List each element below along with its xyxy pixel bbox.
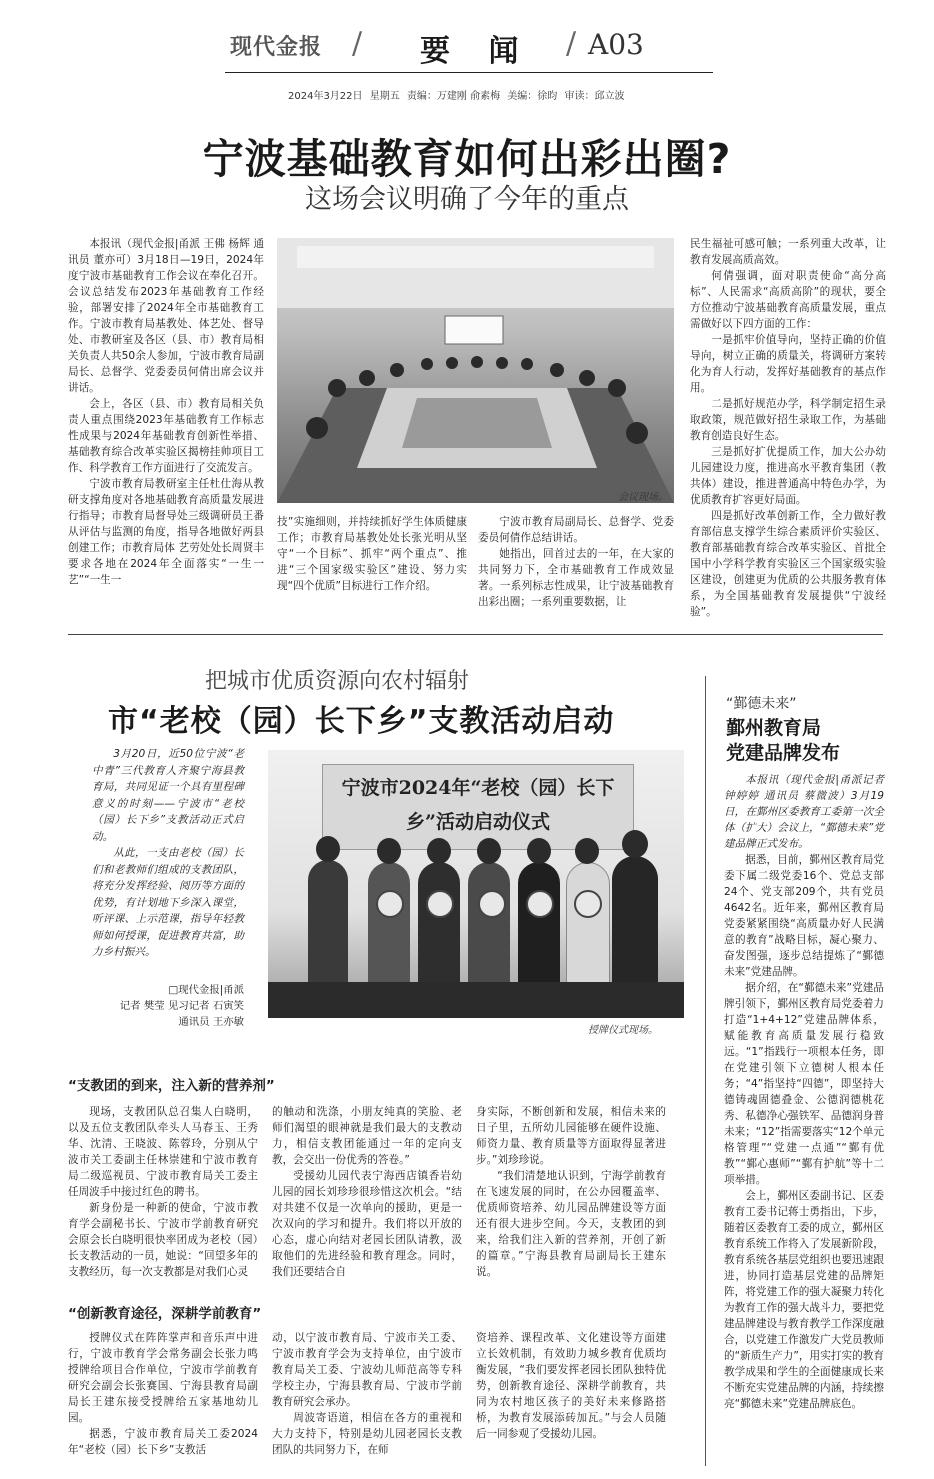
person-head <box>575 838 599 864</box>
story2-kicker: 把城市优质资源向农村辐射 <box>205 669 470 694</box>
person <box>566 862 610 990</box>
paragraph: 据介绍，在“鄞德未来”党建品牌引领下，鄞州区教育局党委着力打造“1+4+12”党建品牌体系，赋能教育高质量发展行稳致远。“1”指践行一项根本任务，即在党建引领下立德树人根本任务；“4”指坚持“四德”，即坚持大德铸魂固德叠金、公德润德桃花秀、私德净心强铁军、品德润身普未来；“12”指需要落实“12个单元格管理”“党建一点通”“鄞有优教”“鄞心惠师”“鄞有护航”等十二项举措。 <box>724 982 884 1186</box>
story2-s2-column-2 <box>272 1330 462 1462</box>
meeting-photo-scene <box>277 238 674 503</box>
person-head <box>316 836 340 862</box>
story2-s1-column-2 <box>272 1104 462 1284</box>
lead-column-2 <box>277 514 467 610</box>
lead-column-3 <box>478 514 674 610</box>
paragraph: 授牌仪式在阵阵掌声和音乐声中进行，宁波市教育学会常务副会长张力鸣授牌给项目合作单位，宁波市学前教育研究会副会长张赛国、宁海县教育局副局长王建东接受授牌给五家基地幼儿园。 <box>68 1332 258 1424</box>
paragraph: 本报讯（现代金报|甬派 王佛 杨辉 通讯员 董亦可）3月18日—19日，2024年度宁波市基础教育工作会议在奉化召开。会议总结发布2023年基础教育工作经验，部署安排了2024年全市基础教育工作。宁波市教育局基教处、体艺处、督导处、市教研室及各区（县、市）教育局相关负责人共50余人参加，宁波市教育局副局长、总督学、党委委员何倩出席会议并讲话。 <box>68 238 264 394</box>
sidebar-divider <box>705 676 706 1466</box>
paragraph: 会上，鄞州区委副书记、区委教育工委书记蒋士勇指出，下步，随着区委教育工委的成立，鄞州区教育系统工作将入了发展新阶段，教育系统各基层党组织也要迅速跟进，协同打造基层党建的品牌矩阵，将党建工作的强大凝聚力转化为教育工作的强大战斗力，要把党建品牌建设与教育教学工作深度融合，以党建工作激发广大党员教师的“新质生产力”，用实打实的教育教学成果和学生的全面健康成长来不断充实党建品牌的内涵，持续擦亮“鄞德未来”党建品牌底色。 <box>724 1190 884 1410</box>
paragraph: 二是抓好规范办学，科学制定招生录取政策，规范做好招生录取工作，为基础教育创造良好生态。 <box>690 398 886 442</box>
section-title: 要 闻 <box>420 34 533 69</box>
story2-s1-column-3 <box>476 1104 666 1284</box>
lead-headline: 宁波基础教育如何出彩出圈? <box>202 135 732 183</box>
paragraph: 本报讯（现代金报|甬派记者 钟婷婷 通讯员 蔡微波）3月19日，在鄞州区委教育工委第一次全体（扩大）会议上，“鄞德未来”党建品牌正式发布。 <box>724 774 884 850</box>
masthead-rule <box>225 72 713 73</box>
person-head <box>527 838 551 864</box>
paragraph: 四是抓好改革创新工作，全力做好教育部信息支撑学生综合素质评价实验区、教育部基础教育综合改革实验区、首批全国中小学科学教育实验区三个国家级实验区建设，创建更为优质的公共服务教育体系，为全国基础教育发展提供“宁波经验”。 <box>690 510 886 618</box>
ceremony-banner: 宁波市2024年“老校（园）长下乡”活动启动仪式 <box>322 764 634 850</box>
story3-headline-line2: 党建品牌发布 <box>726 742 841 764</box>
plaque <box>426 890 454 918</box>
paragraph: 资培养、课程改革、文化建设等方面建立长效机制，有效助力城乡教育优质均衡发展，“我们要发挥老园长团队独特优势，创新教育途径、深耕学前教育，共同为农村地区孩子的美好未来修路搭桥，为教育发展添砖加瓦。”与会人员随后一同参观了受援幼儿园。 <box>476 1332 666 1440</box>
meeting-photo <box>277 238 674 503</box>
masthead-divider: / <box>566 26 577 61</box>
section-divider <box>68 634 883 635</box>
audience-row <box>268 982 684 1018</box>
byline-correspondent: 通讯员 王亦敏 <box>178 1016 244 1028</box>
person <box>518 862 560 988</box>
designer: 美编：徐昀 <box>507 91 558 102</box>
issue-date: 2024年3月22日 <box>288 91 363 102</box>
paragraph: 何倩强调，面对职责使命“高分高标”、人民需求“高质高阶”的现状，要全方位推动宁波基础教育高质量发展，重点需做好以下四方面的工作： <box>690 270 886 330</box>
paragraph: 据悉，宁波市教育局关工委2024年“老校（园）长下乡”支教活 <box>68 1428 258 1456</box>
page-number: A03 <box>588 28 644 61</box>
paragraph: 从此，一支由老校（园）长们和老教师们组成的支教团队，将充分发挥经验、阅历等方面的优势，有计划地下乡深入课堂，听评课、上示范课，指导年轻教师如何授课，促进教育共富，助力乡村振兴。 <box>92 847 244 958</box>
plaque <box>574 890 602 918</box>
lead-photo-caption: 会议现场。 <box>618 492 668 503</box>
proofreader: 审读：邱立波 <box>564 91 625 102</box>
paragraph: 宁波市教育局教研室主任杜仕海从教研支撑角度对各地基础教育高质量发展进行指导；市教育局督导处三级调研员王番从评估与监测的角度，指导各地做好两县创建工作；市教育局体 艺劳处处长周贤丰要求各地在2024年全面落实“一生一艺”“一生一 <box>68 478 264 586</box>
story3-headline <box>726 716 840 766</box>
paragraph: 技”实施细则，并持续抓好学生体质健康工作；市教育局基教处处长张光明从坚守“一个目标”、抓牢“两个重点”、推进“三个国家级实验区”建设、努力实现“四个优质”目标进行工作介绍。 <box>277 516 467 592</box>
paragraph: 民生福祉可感可触；一系列重大改革，让教育发展高质高效。 <box>690 238 886 266</box>
story3-kicker: “鄞德未来” <box>726 696 797 712</box>
person-head <box>477 838 501 864</box>
story2-photo-caption: 授牌仪式现场。 <box>588 1025 658 1036</box>
lead-column-1 <box>68 236 264 608</box>
person <box>368 862 410 988</box>
paragraph: 新身份是一种新的使命，宁波市教育学会副秘书长、宁波市学前教育研究会原会长白晓明很快率团成为老校（园）长支教活动的一员，她说：“回望多年的支教经历，每一次支教都是对我们心灵 <box>68 1202 258 1278</box>
lead-subheadline: 这场会议明确了今年的重点 <box>305 184 629 215</box>
person <box>418 862 460 988</box>
person <box>612 856 658 988</box>
byline-reporters: 记者 樊莹 见习记者 石寅笑 <box>119 1000 244 1012</box>
paragraph: 现场，支教团队总召集人白晓明，以及五位支教团队牵头人马春玉、王秀华、沈清、王晓波、陈蓉玲，分别从宁波市关工委副主任林崇建和宁波市教育局二级巡视员、宁波市教育局关工委主任周波手中接过红色的聘书。 <box>68 1106 258 1198</box>
person-head <box>622 830 648 858</box>
story2-s2-column-3 <box>476 1330 666 1462</box>
paragraph: 三是抓好扩优提质工作，加大公办幼儿园建设力度，推进高水平教育集团（教共体）建设，推进普通高中特色办学，为优质教育扩容更好局面。 <box>690 446 886 506</box>
story3-body <box>724 772 884 1462</box>
paragraph: “我们清楚地认识到，宁海学前教育在飞速发展的同时，在公办园覆盖率、优质师资培养、幼儿园品牌建设等方面还有很大进步空间。今天，支教团的到来，给我们注入新的营养剂，开创了新的篇章。”宁海县教育局副局长王建东说。 <box>476 1170 666 1278</box>
editors: 责编：万建刚 俞素梅 <box>406 91 501 102</box>
person-head <box>427 838 451 864</box>
story2-s2-column-1 <box>68 1330 258 1462</box>
issue-weekday: 星期五 <box>369 91 400 102</box>
story2-s1-column-1 <box>68 1104 258 1284</box>
plaque <box>526 890 554 918</box>
lead-column-4 <box>690 236 886 618</box>
paragraph: 据悉，目前，鄞州区教育局党委下属二级党委16个、党总支部24个、党支部209个，共有党员4642名。近年来，鄞州区教育局党委紧紧围绕“高质量办好人民满意的教育”战略目标，凝心聚力、奋发图强，逐步总结提炼了“鄞德未来”党建品牌。 <box>724 854 884 978</box>
paragraph: 3月20日，近50位宁波“老中青”三代教育人齐聚宁海县教育局，共同见证一个具有里程碑意义的时刻——宁波市“老校（园）长下乡”支教活动正式启动。 <box>92 748 244 843</box>
person-head <box>377 838 401 864</box>
story2-byline <box>92 982 244 1030</box>
paragraph: 动，以宁波市教育局、宁波市关工委、宁波市教育学会为支持单位，由宁波市教育局关工委、宁波幼儿师范高等专科学校主办，宁海县教育局、宁波市学前教育研究会承办。 <box>272 1332 462 1408</box>
plaque <box>376 890 404 918</box>
byline-outlet: □现代金报|甬派 <box>168 984 244 996</box>
ceremony-photo <box>268 750 684 1018</box>
person <box>468 862 510 988</box>
paragraph: 一是抓牢价值导向，坚持正确的价值导向，树立正确的质量关，将调研方案转化为育人行动，发挥好基础教育的基点作用。 <box>690 334 886 394</box>
issue-infobar <box>288 87 628 102</box>
paragraph: 会上，各区（县、市）教育局相关负责人重点围绕2023年基础教育工作标志性成果与2024年基础教育创新性举措、基础教育综合改革实验区揭榜挂帅项目工作、科学教育工作方面进行了交流发言。 <box>68 398 264 474</box>
paragraph: 的触动和洗涤，小朋友纯真的笑脸、老师们渴望的眼神就是我们最大的支教动力，相信支教团能通过一年的定向支教，会交出一份优秀的答卷。” <box>272 1106 462 1166</box>
story2-headline: 市“老校（园）长下乡”支教活动启动 <box>108 704 615 739</box>
paragraph: 身实际，不断创新和发展，相信未来的日子里，五所幼儿园能够在硬件设施、师资力量、教育质量等方面取得显著进步。”刘珍珍说。 <box>476 1106 666 1166</box>
paragraph: 宁波市教育局副局长、总督学、党委委员何倩作总结讲话。 <box>478 516 674 544</box>
paragraph: 她指出，回首过去的一年，在大家的共同努力下，全市基础教育工作成效显著。一系列标志性成果，让宁波基础教育出彩出圈；一系列重要数据，让 <box>478 548 674 608</box>
story2-section1-head: “支教团的到来，注入新的营养剂” <box>68 1078 275 1094</box>
story2-intro <box>92 746 244 964</box>
story2-section2-head: “创新教育途径，深耕学前教育” <box>68 1306 262 1322</box>
paragraph: 受援幼儿园代表宁海西店镇香岩幼儿园的园长刘珍珍很珍惜这次机会。“结对共建不仅是一次单向的援助，更是一次双向的学习和提升。我们将以开放的心态，虚心向结对老园长团队请教，汲取他们的先进经验和教育理念。同时，我们还要结合自 <box>272 1170 462 1278</box>
story3-headline-line1: 鄞州教育局 <box>726 717 822 739</box>
paragraph: 周波寄语道，相信在各方的重视和大力支持下，特别是幼儿园老园长支教团队的共同努力下，在师 <box>272 1412 462 1456</box>
person <box>308 860 348 988</box>
masthead-brand: 现代金报 <box>230 34 323 60</box>
masthead-divider: / <box>352 26 363 61</box>
plaque <box>478 890 506 918</box>
